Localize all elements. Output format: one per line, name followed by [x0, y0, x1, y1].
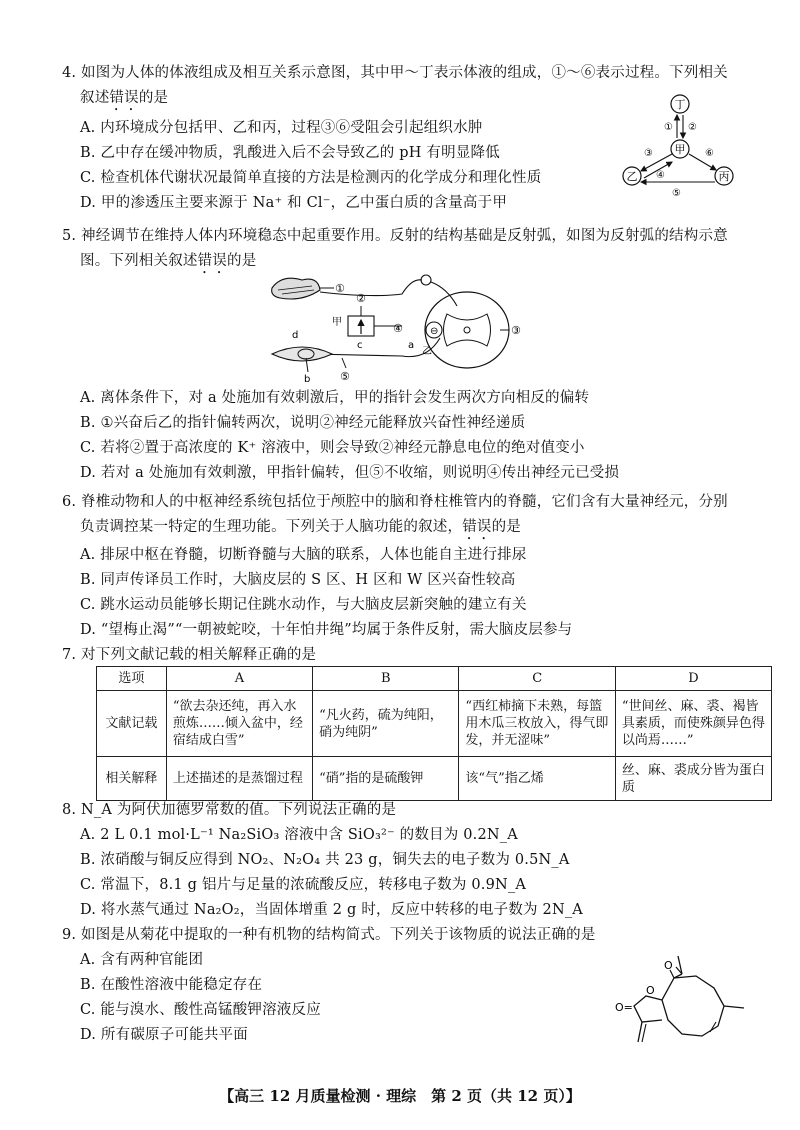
table-cell: 上述描述的是蒸馏过程 — [166, 757, 312, 801]
epoxide-o: O — [664, 959, 673, 972]
q6-option-a: A. 排尿中枢在脊髓，切断脊髓与大脑的联系，人体也能自主进行排尿 — [80, 547, 527, 563]
label-d: d — [292, 330, 299, 341]
process-1: ① — [664, 122, 673, 133]
q6-emphasis: 错误 — [462, 519, 492, 535]
q4-emphasis: 错误 — [109, 90, 139, 106]
q8-option-c: C. 常温下，8.1 g 铝片与足量的浓硫酸反应，转移电子数为 0.9N_A — [80, 877, 527, 893]
table-cell: “西红柿摘下未熟，每篮用木瓜三枚放入，得气即发，并无涩味” — [459, 691, 615, 757]
table-header: B — [313, 667, 459, 691]
table-row — [97, 757, 772, 801]
q5-stem-line1: 5. 神经调节在维持人体内环境稳态中起重要作用。反射的结构基础是反射弧，如图为反射弧的结构示意 — [62, 228, 728, 244]
label-a: a — [408, 340, 415, 351]
literature-table — [96, 666, 772, 801]
q9-stem: 9. 如图是从菊花中提取的一种有机物的结构简式。下列关于该物质的说法正确的是 — [62, 927, 596, 943]
process-5: ⑤ — [672, 188, 681, 198]
q5-option-d: D. 若对 a 处施加有效刺激，甲指针偏转，但⑤不收缩，则说明④传出神经元已受损 — [80, 465, 620, 481]
q7-stem: 7. 对下列文献记载的相关解释正确的是 — [62, 647, 317, 663]
page-footer: 【高三 12 月质量检测 · 理综 第 2 页（共 12 页）】 — [219, 1087, 581, 1105]
q8-option-d: D. 将水蒸气通过 Na₂O₂，当固体增重 2 g 时，反应中转移的电子数为 2N_A — [80, 902, 583, 918]
reflex-arc-diagram — [262, 268, 524, 386]
table-cell: 该“气”指乙烯 — [459, 757, 615, 801]
q8-option-a: A. 2 L 0.1 mol·L⁻¹ Na₂SiO₃ 溶液中含 SiO₃²⁻ 的数目为 0.2N_A — [80, 827, 518, 843]
process-6: ⑥ — [705, 148, 714, 159]
svg-text:⊖: ⊖ — [430, 326, 439, 337]
q5-option-a: A. 离体条件下，对 a 处施加有效刺激后，甲的指针会发生两次方向相反的偏转 — [80, 390, 590, 406]
label-yi: 乙 — [422, 346, 432, 357]
q9-option-c: C. 能与溴水、酸性高锰酸钾溶液反应 — [80, 1002, 321, 1018]
q5-option-c: C. 若将②置于高浓度的 K⁺ 溶液中，则会导致②神经元静息电位的绝对值变小 — [80, 440, 585, 456]
label-b: b — [304, 374, 311, 385]
q6-option-c: C. 跳水运动员能够长期记住跳水动作，与大脑皮层新突触的建立有关 — [80, 597, 527, 613]
table-header: D — [615, 667, 771, 691]
table-header: A — [166, 667, 312, 691]
q9-option-b: B. 在酸性溶液中能稳定存在 — [80, 977, 263, 993]
label-3: ③ — [511, 324, 521, 337]
q4-option-a: A. 内环境成分包括甲、乙和丙，过程③⑥受阻会引起组织水肿 — [80, 120, 483, 136]
q4-option-c: C. 检查机体代谢状况最简单直接的方法是检测丙的化学成分和理化性质 — [80, 170, 542, 186]
table-header-row — [97, 667, 772, 691]
q4-option-b: B. 乙中存在缓冲物质，乳酸进入后不会导致乙的 pH 有明显降低 — [80, 145, 500, 161]
table-header: 选项 — [97, 667, 167, 691]
process-2: ② — [688, 122, 697, 133]
q4-stem-line1: 4. 如图为人体的体液组成及相互关系示意图，其中甲～丁表示体液的组成，①～⑥表示过程。下列相关 — [62, 65, 728, 81]
label-1: ① — [335, 282, 345, 295]
q9-option-d: D. 所有碳原子可能共平面 — [80, 1027, 248, 1043]
q6-option-d: D. “望梅止渴”“一朝被蛇咬，十年怕井绳”均属于条件反射，需大脑皮层参与 — [80, 622, 573, 638]
table-header: C — [459, 667, 615, 691]
process-4: ④ — [656, 170, 665, 181]
q8-option-b: B. 浓硝酸与铜反应得到 NO₂、N₂O₄ 共 23 g，铜失去的电子数为 0.5N_A — [80, 852, 570, 868]
table-cell: “凡火药，硫为纯阳，硝为纯阴” — [313, 691, 459, 757]
label-jia: 甲 — [332, 317, 342, 328]
label-4: ④ — [393, 322, 403, 335]
table-cell: 丝、麻、裘成分皆为蛋白质 — [615, 757, 771, 801]
q6-stem-line2: 负责调控某一特定的生理功能。下列关于人脑功能的叙述，错误的是 — [80, 519, 522, 535]
q6-stem-line1: 6. 脊椎动物和人的中枢神经系统包括位于颅腔中的脑和脊柱椎管内的脊髓，它们含有大量神经元，分别 — [62, 494, 728, 510]
label-2: ② — [356, 292, 366, 305]
process-3: ③ — [644, 148, 653, 159]
table-cell: “硝”指的是硫酸钾 — [313, 757, 459, 801]
q4-option-d: D. 甲的渗透压主要来源于 Na⁺ 和 Cl⁻，乙中蛋白质的含量高于甲 — [80, 195, 508, 211]
label-c: c — [357, 340, 363, 351]
body-fluid-diagram — [612, 90, 744, 198]
table-cell: 文献记载 — [97, 691, 167, 757]
table-cell: “欲去杂还纯，再入水煎炼……倾入盆中，经宿结成白雪” — [166, 691, 312, 757]
q9-option-a: A. 含有两种官能团 — [80, 952, 204, 968]
label-yi: 乙 — [626, 170, 638, 183]
label-bing: 丙 — [718, 170, 730, 183]
ring-o: O — [646, 984, 655, 997]
q5-option-b: B. ①兴奋后乙的指针偏转两次，说明②神经元能释放兴奋性神经递质 — [80, 415, 526, 431]
q4-stem-line2: 叙述错误的是 — [80, 90, 169, 106]
label-jia: 甲 — [674, 143, 686, 156]
q5-emphasis: 错误 — [197, 253, 228, 269]
q8-stem: 8. N_A 为阿伏加德罗常数的值。下列说法正确的是 — [62, 802, 397, 818]
table-cell: 相关解释 — [97, 757, 167, 801]
molecule-structure — [612, 948, 762, 1068]
q5-stem-line2: 图。下列相关叙述错误的是 — [80, 253, 257, 269]
table-cell: “世间丝、麻、裘、褐皆具素质，而使殊颜异色得以尚焉……” — [615, 691, 771, 757]
carbonyl-o: O= — [615, 1001, 633, 1014]
q6-option-b: B. 同声传译员工作时，大脑皮层的 S 区、H 区和 W 区兴奋性较高 — [80, 572, 516, 588]
label-5: ⑤ — [340, 370, 350, 383]
label-ding: 丁 — [674, 98, 686, 111]
table-row — [97, 691, 772, 757]
